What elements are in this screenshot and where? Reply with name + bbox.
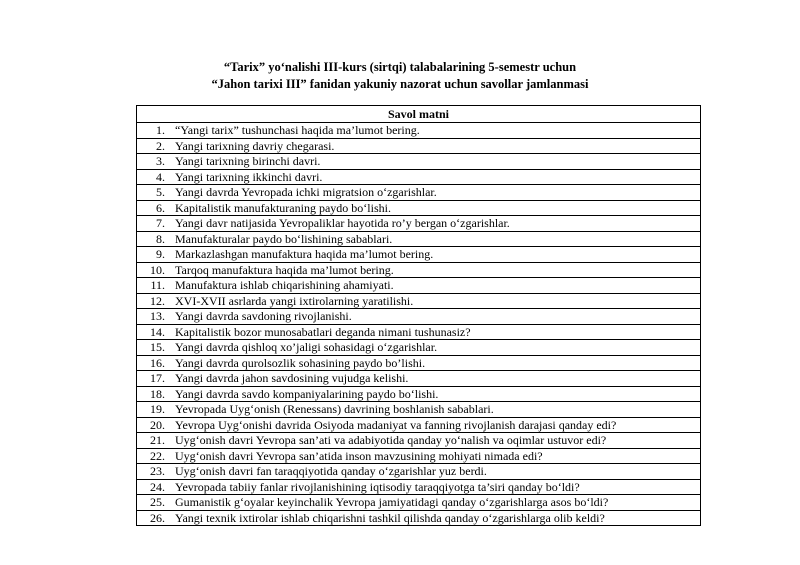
question-number: 7.: [137, 216, 170, 232]
question-text: Kapitalistik bozor munosabatlari deganda nimani tushunasiz?: [169, 324, 701, 340]
question-number: 13.: [137, 309, 170, 325]
table-header-row: [137, 106, 701, 123]
question-text: Yangi davrda qurolsozlik sohasining paydo bo’lishi.: [169, 355, 701, 371]
question-text: Tarqoq manufaktura haqida ma’lumot bering.: [169, 262, 701, 278]
question-text: Yangi davrda savdo kompaniyalarining paydo bo‘lishi.: [169, 386, 701, 402]
question-number: 11.: [137, 278, 170, 294]
table-row: [137, 123, 701, 139]
table-row: [137, 216, 701, 232]
question-number: 15.: [137, 340, 170, 356]
question-number: 12.: [137, 293, 170, 309]
question-number: 17.: [137, 371, 170, 387]
table-row: [137, 371, 701, 387]
question-number: 18.: [137, 386, 170, 402]
question-number: 4.: [137, 169, 170, 185]
question-text: Yevropa Uyg‘onishi davrida Osiyoda madaniyat va fanning rivojlanish darajasi qanday edi?: [169, 417, 701, 433]
question-text: Yangi davrda jahon savdosining vujudga kelishi.: [169, 371, 701, 387]
table-row: [137, 231, 701, 247]
document-title-line-2: “Jahon tarixi III” fanidan yakuniy nazorat uchun savollar jamlanmasi: [211, 77, 589, 91]
question-text: Uyg‘onish davri Yevropa san’ati va adabiyotida qanday yo‘nalish va oqimlar ustuvor edi?: [169, 433, 701, 449]
table-row: [137, 309, 701, 325]
question-number: 14.: [137, 324, 170, 340]
table-row: [137, 324, 701, 340]
table-row: [137, 448, 701, 464]
table-row: [137, 464, 701, 480]
table-row: [137, 433, 701, 449]
question-text: Yangi texnik ixtirolar ishlab chiqarishni tashkil qilishda qanday o‘zgarishlarga olib keldi?: [169, 510, 701, 526]
table-row: [137, 247, 701, 263]
table-row: [137, 355, 701, 371]
question-text: Manufaktura ishlab chiqarishining ahamiyati.: [169, 278, 701, 294]
question-text: Kapitalistik manufakturaning paydo bo‘lishi.: [169, 200, 701, 216]
question-number: 20.: [137, 417, 170, 433]
question-text: Yangi tarixning ikkinchi davri.: [169, 169, 701, 185]
question-text: Yevropada Uyg‘onish (Renessans) davrining boshlanish sabablari.: [169, 402, 701, 418]
question-number: 10.: [137, 262, 170, 278]
table-row: [137, 417, 701, 433]
question-number: 24.: [137, 479, 170, 495]
questions-table: [136, 105, 701, 526]
table-row: [137, 154, 701, 170]
question-text: Markazlashgan manufaktura haqida ma’lumot bering.: [169, 247, 701, 263]
question-number: 3.: [137, 154, 170, 170]
question-text: Uyg‘onish davri fan taraqqiyotida qanday o‘zgarishlar yuz berdi.: [169, 464, 701, 480]
question-number: 22.: [137, 448, 170, 464]
question-number: 1.: [137, 123, 170, 139]
question-text: Yangi tarixning davriy chegarasi.: [169, 138, 701, 154]
question-text: Yangi davr natijasida Yevropaliklar hayotida ro’y bergan o‘zgarishlar.: [169, 216, 701, 232]
question-text: “Yangi tarix” tushunchasi haqida ma’lumot bering.: [169, 123, 701, 139]
table-row: [137, 479, 701, 495]
question-number: 16.: [137, 355, 170, 371]
question-number: 19.: [137, 402, 170, 418]
table-row: [137, 169, 701, 185]
question-number: 2.: [137, 138, 170, 154]
table-row: [137, 278, 701, 294]
table-row: [137, 510, 701, 526]
table-row: [137, 262, 701, 278]
table-row: [137, 200, 701, 216]
question-text: Yangi davrda qishloq xo’jaligi sohasidagi o‘zgarishlar.: [169, 340, 701, 356]
question-number: 5.: [137, 185, 170, 201]
table-row: [137, 386, 701, 402]
question-text: Yevropada tabiiy fanlar rivojlanishining iqtisodiy taraqqiyotga ta’siri qanday bo‘ldi?: [169, 479, 701, 495]
table-row: [137, 340, 701, 356]
question-number: 25.: [137, 495, 170, 511]
question-number: 6.: [137, 200, 170, 216]
table-row: [137, 402, 701, 418]
question-number: 23.: [137, 464, 170, 480]
question-text: Yangi davrda savdoning rivojlanishi.: [169, 309, 701, 325]
table-row: [137, 293, 701, 309]
document-title-line-1: “Tarix” yo‘nalishi III-kurs (sirtqi) talabalarining 5-semestr uchun: [223, 60, 577, 74]
question-text: Uyg‘onish davri Yevropa san’atida inson mavzusining mohiyati nimada edi?: [169, 448, 701, 464]
table-row: [137, 185, 701, 201]
table-body: [137, 123, 701, 526]
question-text: Manufakturalar paydo bo‘lishining sabablari.: [169, 231, 701, 247]
question-text: Gumanistik g‘oyalar keyinchalik Yevropa jamiyatidagi qanday o‘zgarishlarga asos bo‘ldi?: [169, 495, 701, 511]
question-number: 21.: [137, 433, 170, 449]
question-number: 8.: [137, 231, 170, 247]
table-row: [137, 138, 701, 154]
table-header: Savol matni: [137, 106, 701, 123]
question-text: Yangi davrda Yevropada ichki migratsion o‘zgarishlar.: [169, 185, 701, 201]
question-text: Yangi tarixning birinchi davri.: [169, 154, 701, 170]
question-text: XVI-XVII asrlarda yangi ixtirolarning yaratilishi.: [169, 293, 701, 309]
question-number: 26.: [137, 510, 170, 526]
question-number: 9.: [137, 247, 170, 263]
table-row: [137, 495, 701, 511]
